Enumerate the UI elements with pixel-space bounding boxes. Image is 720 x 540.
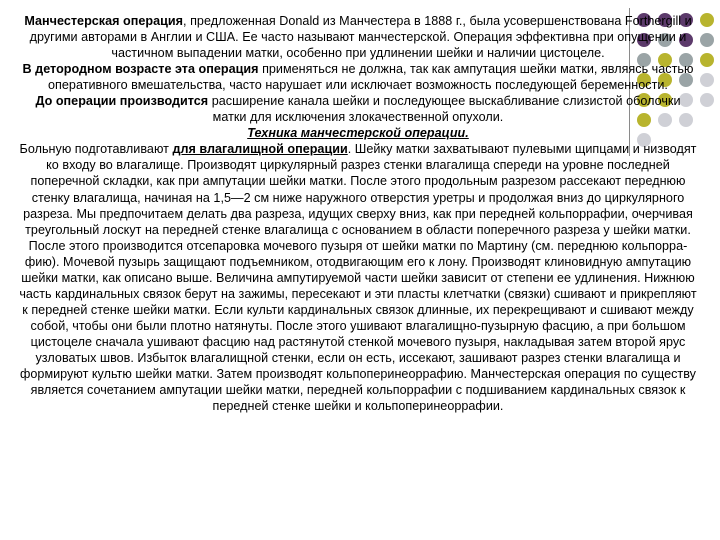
paragraph-text: Больную подготавливают <box>19 142 173 157</box>
paragraph-preoperative <box>18 93 698 125</box>
paragraph-text: , предложенная Donald из Манчестера в 1888 г., была усовершенствована Forthergill и другими авторами в Англии и США. Ее часто называют манчестерской. Операция эффективна при опущении и частичном выпадении матки, особенно при удлинении шейки и наличии цистоцеле. <box>29 14 692 61</box>
decor-dot <box>700 93 714 107</box>
paragraph-text: применяться не должна, так как ампутация шейки матки, являясь частью оперативного вмешательства, часто нарушает или исключает возможность последующей беременности. <box>48 62 694 93</box>
paragraph-manchester-intro <box>18 13 698 61</box>
document-body <box>18 13 698 414</box>
bold-underlined-term: для влагалищной операции <box>172 142 348 157</box>
decor-dot <box>700 13 714 27</box>
paragraph-text: расширение канала шейки и последующее выскабливание слизистой оболочки матки для исключения злокачественной опухоли. <box>208 94 681 125</box>
bold-term: До операции производится <box>35 94 209 109</box>
decor-dot <box>700 53 714 67</box>
bold-term: В детородном возрасте эта операция <box>22 62 259 77</box>
paragraph-reproductive-age <box>18 61 698 93</box>
paragraph-text: . Шейку матки захватывают пулевыми щипцами и низводят ко входу во влагалище. Производят циркулярный разрез стенки влагалища спереди на уровне последней поперечной складки, как при ампутации шейки матки. После этого продольным разрезом рассекают переднюю стенку влагалища, начиная на 1,5—2 см ниже наружного отверстия уретры и продолжая вниз до циркулярного разреза. Мы предпочитаем делать два разреза, идущих сверху вниз, как при передней кольпоррафии, очерчивая треугольный лоскут на передней стенке влагалища с основанием в области поперечного разреза у шейки матки. После этого производится отсепаровка мочевого пузыря от шейки матки по Мартину (см. переднюю кольпорра-фию). Мочевой пузырь защищают подъемником, отодвигающим его к лону. Производят клиновидную ампутацию шейки матки, как описано выше. Величина ампутируемой части шейки зависит от степени ее удлинения. Нижнюю часть кардинальных связок берут на зажимы, пересекают и эти пласты клетчатки (связки) сшивают и прикрепляют к передней стенке шейки матки. Если культи кардинальных связок длинные, их перекрещивают и сшивают между собой, чтобы они были плотно натянуты. После этого ушивают влагалищно-пузырную фасцию, а при большом цистоцеле сначала ушивают фасцию над растянутой стенкой мочевого пузыря, накладывая затем второй ярус узловатых швов. Избыток влагалищной стенки, если он есть, иссекают, зашивают разрез стенки влагалища и формируют культю шейки матки. Затем производят кольпоперинеоррафию. Манчестерская операция по существу является сочетанием ампутации шейки матки, передней кольпоррафии с подшиванием кардинальных связок к передней стенке шейки и кольпоперинеоррафии. <box>19 142 697 414</box>
technique-heading: Техника манчестерской операции. <box>247 126 469 141</box>
paragraph-technique <box>18 141 698 414</box>
technique-heading-line <box>18 125 698 141</box>
decor-dot <box>700 33 714 47</box>
decor-dot <box>700 73 714 87</box>
bold-term: Манчестерская операция <box>24 14 184 28</box>
